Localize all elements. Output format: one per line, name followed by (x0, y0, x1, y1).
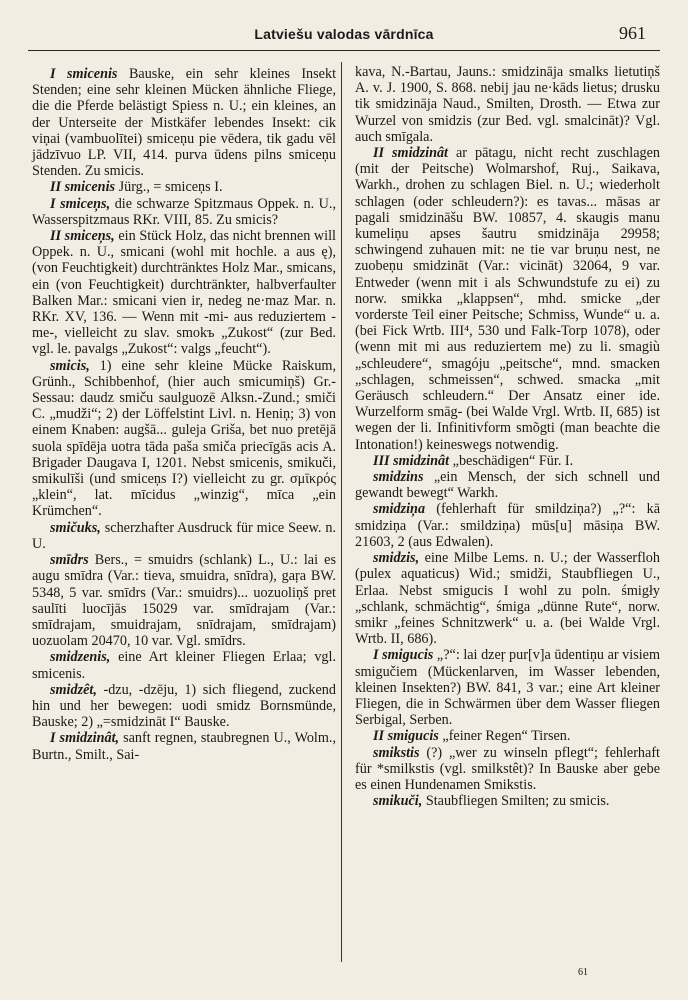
page-number: 961 (619, 23, 646, 43)
entry-lemma: II smidzinât (373, 145, 448, 162)
dictionary-entry (32, 730, 336, 762)
entry-lemma: smidzenis, (50, 649, 111, 666)
entry-lemma: I smigucis (373, 647, 434, 664)
entry-text: Bers., = smuidrs (schlank) L., U.: lai es augu smīdra (Var.: tieva, smuidra, snīdra), gaŗa BW. 5348, 5 var. smīdrs (Var.: smuidrs)... uozuoliņš pret saulīti luocījās 15029 var. smīdrajam (Var.: smīdrajam, smuidrajam, snīdrajam, smīdrajam) uozuolam 20470, 10 var. Vgl. smīdrs. (32, 552, 336, 650)
entry-text: scherzhafter Ausdruck für mice Seew. n. U. (32, 519, 336, 552)
entry-lemma: smidzis, (373, 550, 420, 567)
dictionary-entry-continued (355, 64, 660, 145)
dictionary-entry (32, 66, 336, 179)
dictionary-entry (355, 728, 660, 744)
entry-text: eine Milbe Lems. n. U.; der Wasserfloh (pulex aquaticus) Wid.; smidži, Staubfliegen U., Erlaa. Nebst smigucis I wohl zu poln. śmigły „schlank, schmächtig“, śmiga „dünne Rute“, norw. smikr „feines Schnitzwerk“ u. a. (bei Walde Vrgl. Wrtb. II, 686). (355, 550, 660, 648)
header-rule (28, 50, 660, 51)
dictionary-entry (355, 647, 660, 728)
entry-lemma: smīdrs (50, 552, 89, 569)
entry-lemma: II smigucis (373, 728, 439, 745)
entry-lemma: smičuks, (50, 519, 101, 536)
entry-text: „?“: lai dzeŗ pur[v]a ūdentiņu ar visiem smigučiem (Mückenlarven, im Wasser lebenden, kleinen Insekten?) BW. 841, 3 var.; eine Art kleiner Fliegen, die in Schwärmen über dem Wasser fliegen Serbigal, Serben. (355, 647, 661, 729)
entry-text: die schwarze Spitzmaus Oppek. n. U., Wasserspitzmaus RKr. VIII, 85. Zu smicis? (32, 195, 337, 228)
entry-text: Staubfliegen Smilten; zu smicis. (425, 793, 610, 810)
dictionary-entry (32, 358, 336, 520)
entry-lemma: smidzêt, (50, 681, 97, 698)
entry-text: eine Art kleiner Fliegen Erlaa; vgl. smicenis. (32, 649, 337, 682)
entry-lemma: I smidzinât, (50, 730, 120, 747)
entry-text: -dzu, -dzēju, 1) sich fliegend, zuckend hin und her bewegen: uodi smidz Bornsmünde, Bauske; 2) „=smidzināt I“ Bauske. (32, 681, 336, 731)
entry-text: (?) „wer zu winseln pflegt“; fehlerhaft für *smilkstis (vgl. smilkstêt)? In Bauske aber gebe es einen Hundenamen Smikstis. (355, 744, 660, 793)
entry-lemma: smidzins (373, 469, 424, 486)
signature-mark: 61 (578, 967, 588, 978)
entry-text: ein Stück Holz, das nicht brennen will Oppek. n. U., smicani (wohl mit hochle. a aus ę), (von Feuchtigkeit) durchtränktes Holz Mar., smicans, ein (von Feuchtigkeit) durchtränkter, halbverfaulter Balken Mar.: smicani vien ir, nedeg ne·maz Mar. n. RKr. XV, 136. — Wenn mit -mi- aus reduziertem -me-, vielleicht zu slav. smokъ „Zukost“ (zur Bed. vgl. le. pavalgs „Zukost“: valgs „feucht“). (32, 228, 337, 358)
entry-text: kava, N.-Bartau, Jauns.: smidzināja smalks lietutiņš A. v. J. 1900, S. 868. nebij jau ne·kāds lietus; drusku tik smidzināja Naud., Smilten, Drosth. — Etwa zur Wurzel von smidzis (zur Bed. vgl. smalcināt)? Vgl. auch smīgala. (355, 64, 660, 145)
entry-lemma: smikuči, (373, 793, 423, 810)
column-divider (341, 62, 342, 962)
entry-text: „ein Mensch, der sich schnell und gewandt bewegt“ Warkh. (355, 469, 661, 502)
entry-lemma: I smiceņs, (50, 195, 111, 212)
dictionary-entry (32, 228, 336, 358)
dictionary-entry (355, 453, 660, 469)
entry-lemma: I smicenis (50, 66, 118, 82)
entry-text: ar pātagu, nicht recht zuschlagen (mit der Peitsche) Wolmarshof, Ruj., Saikava, Warkh., drohen zu schlagen Biel. n. U.; wiederholt schlagen (oder schleudern?): es tavas... māsas ar pagali smidzināšu BW. 10857, 4. skaugis manu kumeliņu apses šautru smidzināja 29958; schwingend zuhauen mit: ne tie var bruņu nest, ne zuobeņu smidzināt (Var.: vicināt) 32064, 9 var. Entweder (wenn mit i als Schwundstufe zu ei) zu norw. smikka „klappsen“, mhd. smicke „der vorderste Teil einer Peitsche; Schmiss, Wunde“ u. a. (bei Fick Wrtb. III⁴, 530 und Falk-Torp 1078), oder (wenn mit mi aus reduziertem me) zu li. smagiù „schleudere“, smagóju „peitsche“, mnd. smacken „schlagen, schmeissen“, schwed. smacka „mit Geräusch schleudern.“ Der Ansatz einer ide. Wurzelform smāg- (bei Walde Vrgl. Wrtb. II, 685) ist wegen der li. Infinitivform smõgti (man beachte die Intonation!) keineswegs notwendig. (355, 145, 661, 453)
dictionary-entry (32, 552, 336, 649)
dictionary-entry (32, 682, 336, 731)
dictionary-entry (355, 145, 660, 453)
entry-text: Bauske, ein sehr kleines Insekt Stenden; eine sehr kleinen Mücken ähnliche Fliege, die die Pferde belästigt Spiess n. U.; ein kleines, an der Unterseite der Mistkäfer lebendes Insekt: cik viņai (vambuolītei) smiceņu pie vēdera, tik gadu vēl jādzīvuo LP. VII, 414. purva ūdens pilns smiceņu Stenden. Zu smicis. (32, 66, 337, 180)
dictionary-entry (32, 649, 336, 681)
running-title: Latviešu valodas vārdnīca (254, 26, 434, 42)
dictionary-entry (355, 745, 660, 794)
entry-lemma: smicis, (50, 357, 90, 374)
right-column (355, 64, 660, 809)
dictionary-entry (355, 469, 660, 501)
dictionary-entry (355, 550, 660, 647)
page-header (0, 22, 688, 48)
dictionary-entry (32, 520, 336, 552)
dictionary-entry (32, 179, 336, 195)
entry-text: 1) eine sehr kleine Mücke Raiskum, Grünh., Schibbenhof, (hier auch smicumiņš) Gr.-Sessau: daudz smiču saulguozē Alksn.-Zund.; smiči C. „mudži“; 2) der Löffelstint Livl. n. Heniņ; 3) von einem Knaben: augšā... guleja Griša, bet nuo pretējā suola spīdēja uotra tāda paša smiča priecīgās acis A. Brigader Daugava I, 1201. Nebst smicenis, smikuči, smikulīši (und smiceņs I?) vielleicht zu gr. σμῑκρός „klein“, lat. mīcidus „winzig“, mīca „ein Krümchen“. (32, 357, 337, 520)
entry-text: sanft regnen, staubregnen U., Wolm., Burtn., Smilt., Sai- (32, 730, 336, 763)
dictionary-entry (32, 196, 336, 228)
entry-lemma: III smidzinât (373, 452, 450, 469)
dictionary-entry (355, 793, 660, 809)
entry-lemma: II smicenis (50, 179, 116, 196)
entry-lemma: smidziņa (373, 501, 426, 518)
entry-text: „feiner Regen“ Tirsen. (442, 728, 571, 745)
dictionary-entry (355, 501, 660, 550)
entry-text: „beschädigen“ Für. I. (452, 452, 574, 469)
entry-lemma: II smiceņs, (50, 228, 115, 245)
left-column (32, 66, 336, 763)
entry-lemma: smikstis (373, 744, 420, 761)
entry-text: (fehlerhaft für smildziņa?) „?“: kā smidziņa (Var.: smildziņa) mūs[u] māsiņa BW. 21603, 2 (aus Edwalen). (355, 501, 661, 550)
entry-text: Jürg., = smiceņs I. (118, 179, 223, 196)
